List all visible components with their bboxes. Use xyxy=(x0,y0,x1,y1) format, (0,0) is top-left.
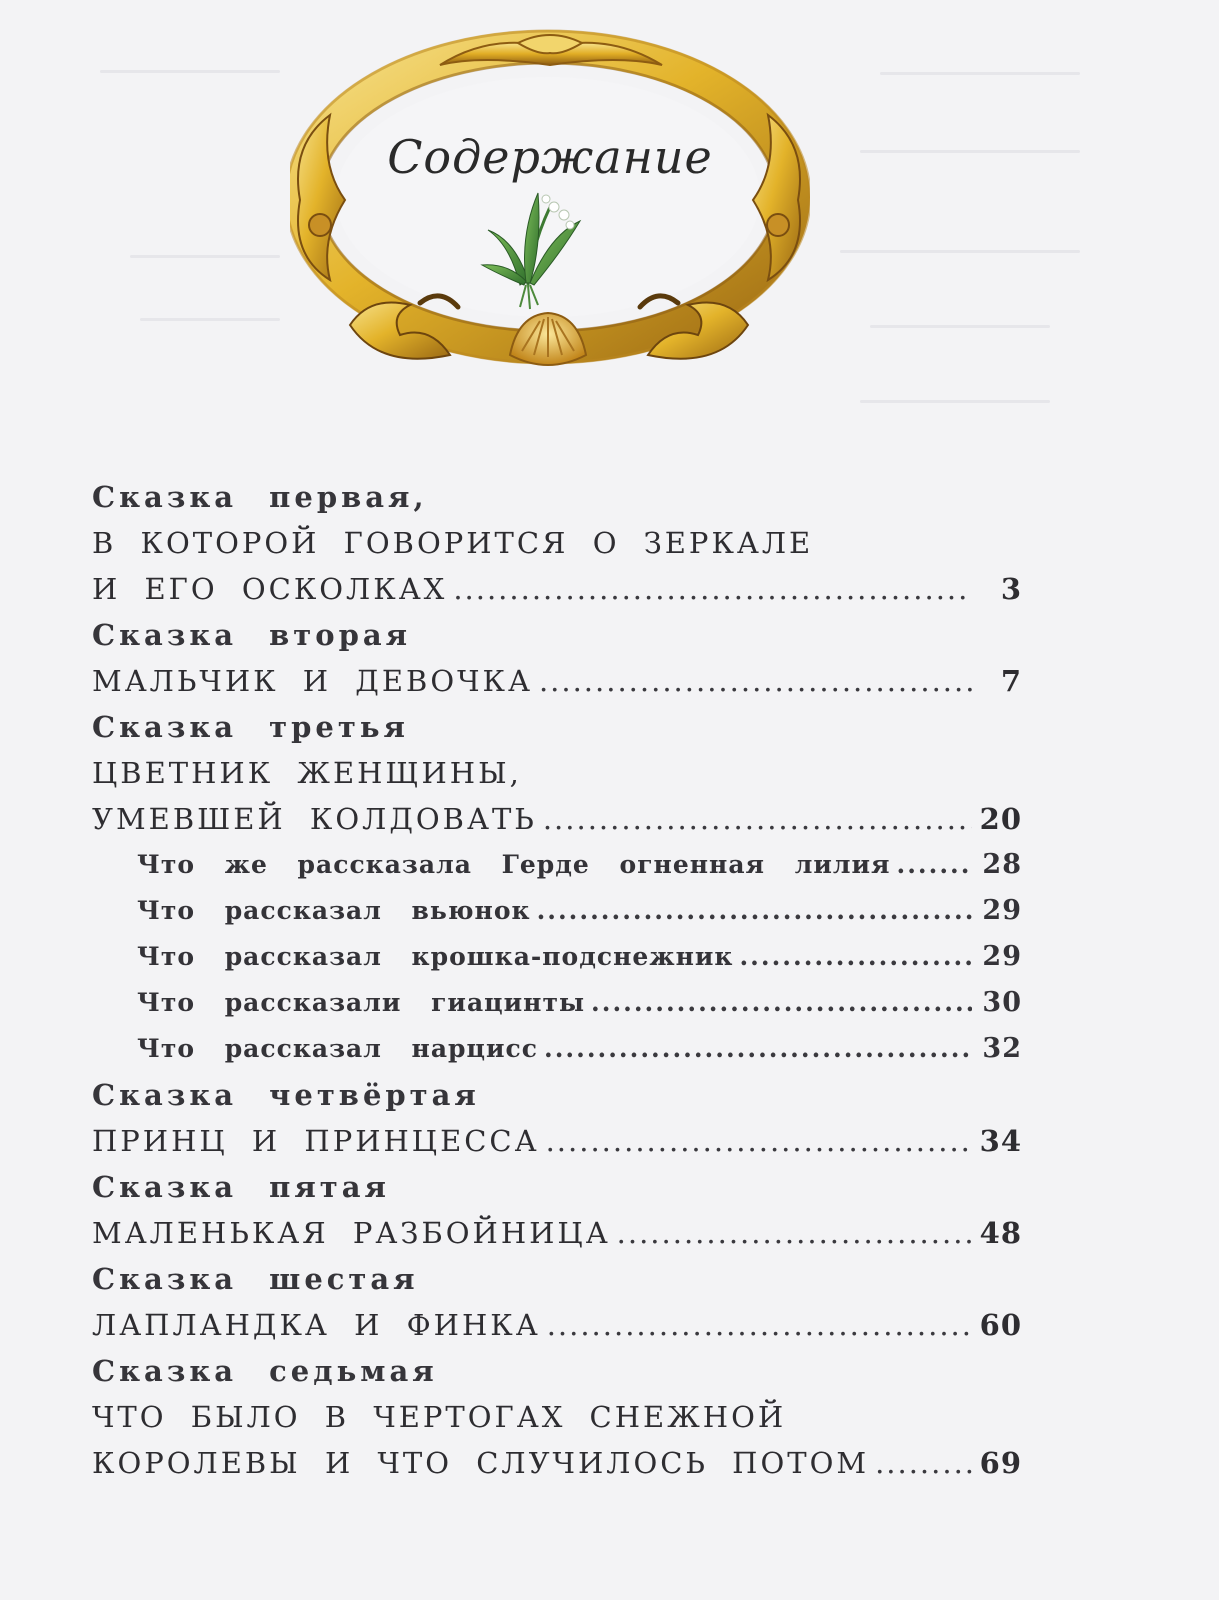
table-of-contents xyxy=(92,474,1022,1486)
toc-tale-label: Сказка четвёртая xyxy=(92,1078,480,1112)
ornamental-frame xyxy=(290,25,810,387)
toc-tale-label: Сказка седьмая xyxy=(92,1354,438,1388)
page-number: 7 xyxy=(1000,664,1022,698)
toc-subsection: Что рассказали гиацинты ..... 30 xyxy=(92,980,1022,1026)
toc-chapter-title: ЧТО БЫЛО В ЧЕРТОГАХ СНЕЖНОЙ xyxy=(92,1400,787,1434)
page-number: 48 xyxy=(979,1216,1022,1250)
toc-subsection: Что рассказал нарцисс ..... 32 xyxy=(92,1026,1022,1072)
dot-leader xyxy=(547,1302,972,1348)
toc-tale-label: Сказка первая, xyxy=(92,480,428,514)
toc-chapter-title: КОРОЛЕВЫ И ЧТО СЛУЧИЛОСЬ ПОТОМ ..... 69 xyxy=(92,1440,1022,1486)
toc-chapter-title: МАЛЬЧИК И ДЕВОЧКА ..... 7 xyxy=(92,658,1022,704)
page-number: 28 xyxy=(982,849,1022,880)
dot-leader xyxy=(591,980,972,1026)
page-number: 30 xyxy=(982,987,1022,1018)
page-heading: Содержание xyxy=(387,130,713,184)
toc-tale-label: Сказка третья xyxy=(92,710,409,744)
dot-leader xyxy=(617,1210,972,1256)
toc-chapter-title: И ЕГО ОСКОЛКАХ ..... 3 xyxy=(92,566,1022,612)
page-number: 3 xyxy=(1000,572,1022,606)
toc-subsection: Что рассказал крошка-подснежник ..... 29 xyxy=(92,934,1022,980)
dot-leader xyxy=(546,1118,972,1164)
dot-leader xyxy=(897,842,972,888)
toc-subsection: Что же рассказала Герде огненная лилия ..... 28 xyxy=(92,842,1022,888)
toc-chapter-title: ЛАПЛАНДКА И ФИНКА ..... 60 xyxy=(92,1302,1022,1348)
toc-subsection: Что рассказал вьюнок ..... 29 xyxy=(92,888,1022,934)
toc-tale-label: Сказка вторая xyxy=(92,618,412,652)
dot-leader xyxy=(543,796,972,842)
toc-chapter-title: ПРИНЦ И ПРИНЦЕССА ..... 34 xyxy=(92,1118,1022,1164)
dot-leader xyxy=(544,1026,972,1072)
dot-leader xyxy=(453,566,972,612)
page-number: 34 xyxy=(979,1124,1022,1158)
toc-chapter-title: В КОТОРОЙ ГОВОРИТСЯ О ЗЕРКАЛЕ xyxy=(92,526,814,560)
toc-tale-label: Сказка пятая xyxy=(92,1170,390,1204)
dot-leader xyxy=(539,658,972,704)
toc-chapter-title: МАЛЕНЬКАЯ РАЗБОЙНИЦА ..... 48 xyxy=(92,1210,1022,1256)
dot-leader xyxy=(739,934,972,980)
page-number: 60 xyxy=(979,1308,1022,1342)
page-number: 69 xyxy=(979,1446,1022,1480)
dot-leader xyxy=(537,888,972,934)
page-number: 29 xyxy=(982,941,1022,972)
page-number: 20 xyxy=(979,802,1022,836)
dot-leader xyxy=(875,1440,972,1486)
toc-chapter-title: УМЕВШЕЙ КОЛДОВАТЬ ..... 20 xyxy=(92,796,1022,842)
toc-chapter-title: ЦВЕТНИК ЖЕНЩИНЫ, xyxy=(92,756,522,790)
page-number: 29 xyxy=(982,895,1022,926)
page-number: 32 xyxy=(982,1033,1022,1064)
toc-tale-label: Сказка шестая xyxy=(92,1262,419,1296)
frame-ornament-graphic xyxy=(290,25,810,387)
